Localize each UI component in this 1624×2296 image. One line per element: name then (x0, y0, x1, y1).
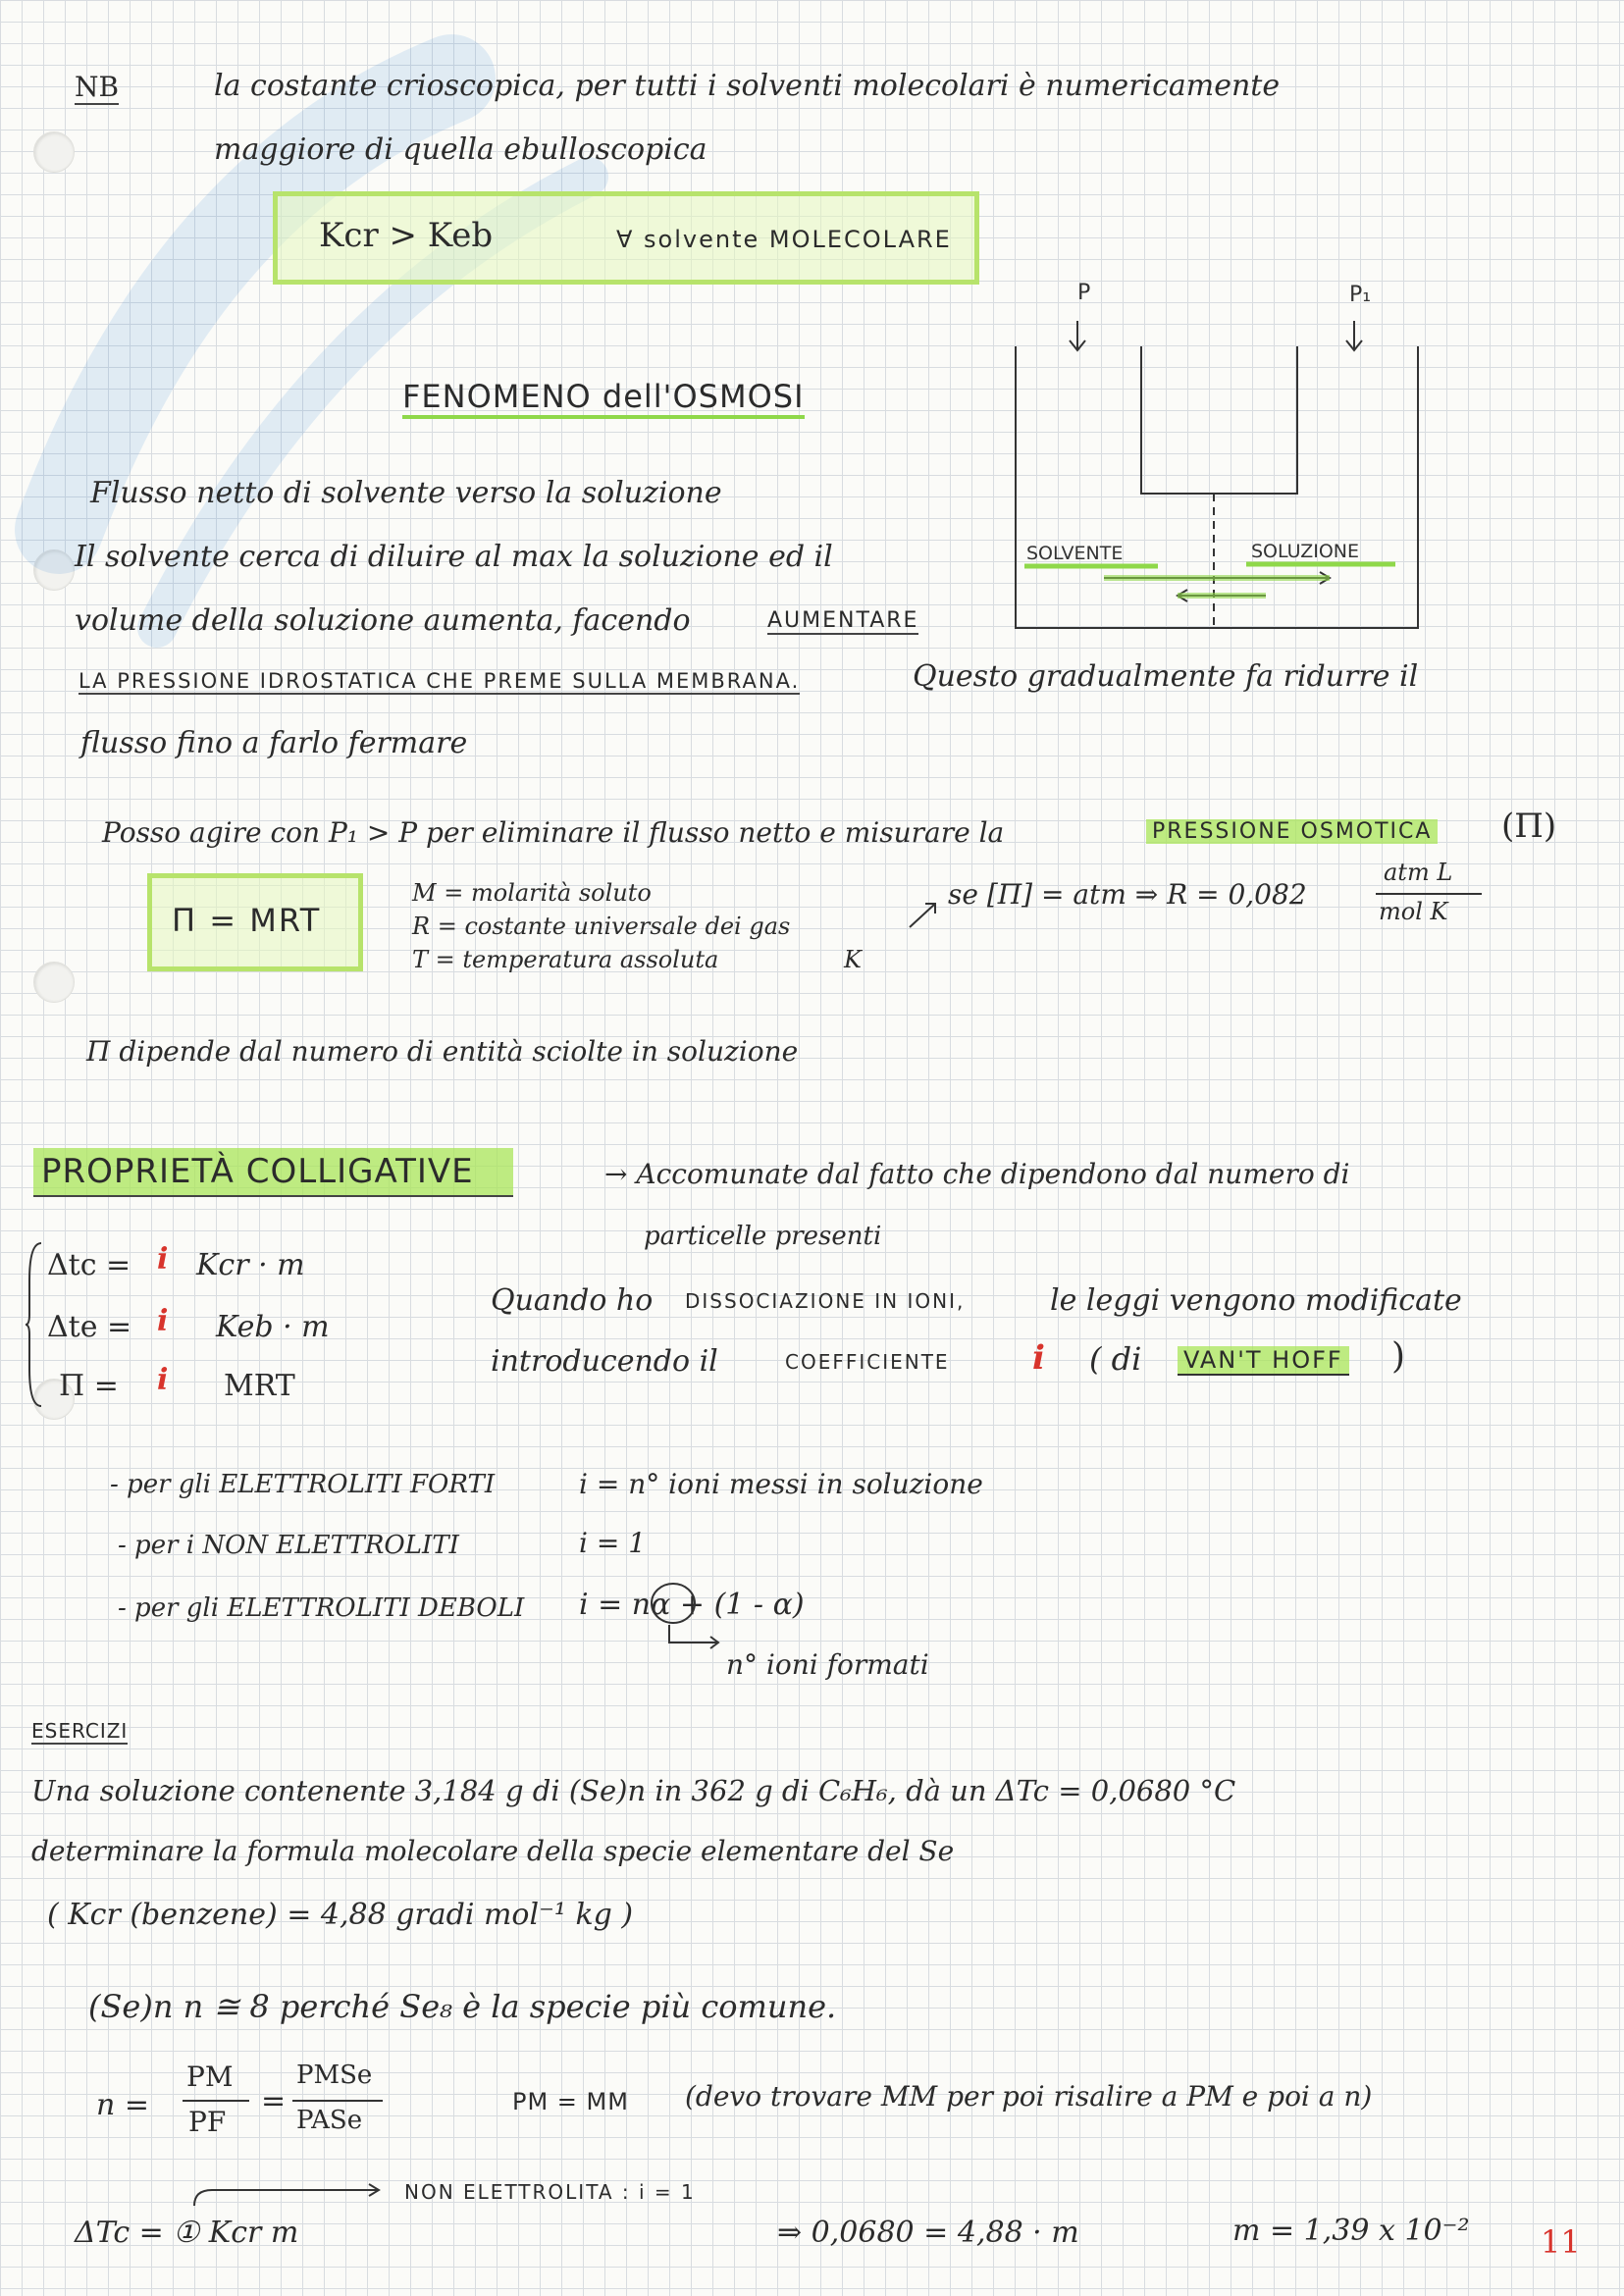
esercizi-title: ESERCIZI (31, 1719, 129, 1743)
case-strong-value: i = n° ioni messi in soluzione (579, 1468, 983, 1500)
delta-tc-eq: ΔTc = ① Kcr m (75, 2216, 299, 2250)
molality-result: m = 1,39 x 10⁻² (1232, 2214, 1470, 2248)
page-number: 11 (1541, 2223, 1581, 2261)
osmosi-p1: Flusso netto di solvente verso la soluzione (90, 476, 722, 510)
note-1c: le leggi vengono modificate (1050, 1283, 1462, 1318)
note-2f: ) (1391, 1336, 1406, 1377)
note-1b: DISSOCIAZIONE IN IONI, (685, 1289, 966, 1313)
colligative-desc-1: → Accomunate dal fatto che dipendono dal numero di (604, 1158, 1350, 1190)
osmosi-p4a: LA PRESSIONE IDROSTATICA CHE PREME SULLA MEMBRANA. (79, 669, 801, 693)
nb-label: NB (75, 71, 120, 103)
kcr-keb-box (273, 191, 979, 285)
frac2-num: PMSe (296, 2061, 373, 2090)
osmosi-p6a: Posso agire con P₁ > P per eliminare il flusso netto e misurare la (102, 816, 1005, 849)
frac1-num: PM (186, 2061, 234, 2093)
nb-line-1: la costante crioscopica, per tutti i solventi molecolari è numericamente (214, 69, 1281, 103)
legend-t-unit: K (844, 946, 862, 973)
units-numerator: atm L (1384, 859, 1453, 886)
osmosi-p2: Il solvente cerca di diluire al max la soluzione ed il (75, 540, 833, 574)
frac2-den: PASe (296, 2106, 363, 2135)
pressione-osmotica-label: PRESSIONE OSMOTICA (1146, 819, 1438, 844)
osmosi-p7: Π dipende dal numero di entità sciolte in soluzione (86, 1035, 799, 1068)
kcr-keb-condition: ∀ solvente MOLECOLARE (616, 226, 952, 253)
case-strong-label: - per gli ELETTROLITI FORTI (110, 1470, 496, 1499)
case-weak-label: - per gli ELETTROLITI DEBOLI (118, 1593, 525, 1623)
eq1-lhs: Δtc = (47, 1248, 131, 1282)
equations-brace (26, 1241, 45, 1408)
case-weak-value: i = nα + (1 - α) (579, 1588, 805, 1622)
legend-m: M = molarità soluto (412, 879, 652, 907)
non-elettrolita-note: NON ELETTROLITA : i = 1 (404, 2180, 696, 2204)
eq3-lhs: Π = (59, 1369, 119, 1403)
ioni-formati-note: n° ioni formati (726, 1648, 929, 1681)
osmosi-p5: flusso fino a farlo fermare (80, 726, 468, 760)
case-non-label: - per i NON ELETTROLITI (118, 1531, 459, 1560)
note-2b: COEFFICIENTE (785, 1350, 950, 1374)
units-text: se [Π] = atm ⇒ R = 0,082 (948, 878, 1307, 911)
frac-equals: = (261, 2084, 287, 2118)
osmosi-p3a: volume della soluzione aumenta, facendo (75, 603, 691, 638)
punch-hole-1 (33, 131, 75, 173)
nb-line-2: maggiore di quella ebulloscopica (214, 132, 707, 167)
pm-mm-text: PM = MM (512, 2088, 629, 2115)
osmosis-diagram (1011, 280, 1462, 633)
esercizi-line-1: Una soluzione contenente 3,184 g di (Se)n in 362 g di C₆H₆, dà un ΔTc = 0,0680 °C (31, 1774, 1236, 1807)
pi-symbol-label: (Π) (1501, 807, 1557, 846)
units-fraction-bar (1376, 893, 1482, 895)
pi-mrt-box (147, 873, 363, 971)
eq2-rest: Keb · m (216, 1310, 330, 1344)
solvent-label: SOLVENTE (1026, 543, 1124, 564)
legend-arrow-icon (908, 898, 947, 937)
pressure-p-label: P (1077, 281, 1091, 305)
note-2d: ( di (1089, 1340, 1142, 1378)
result-eq: ⇒ 0,0680 = 4,88 · m (777, 2216, 1079, 2250)
frac2-bar (292, 2100, 383, 2102)
inner-tube (1141, 346, 1297, 494)
note-2a: introducendo il (491, 1344, 718, 1379)
case-non-value: i = 1 (579, 1527, 647, 1559)
esercizi-line-2: determinare la formula molecolare della specie elementare del Se (31, 1835, 955, 1867)
colligative-desc-2: particelle presenti (644, 1222, 882, 1251)
punch-hole-3 (33, 962, 75, 1003)
pressure-p1-label: P₁ (1349, 283, 1372, 307)
esercizi-line-4: (Se)n n ≅ 8 perché Se₈ è la specie più comune. (88, 1988, 837, 2025)
container-outline (1016, 346, 1418, 628)
note-2c: i (1032, 1338, 1045, 1378)
osmosi-p4b: Questo gradualmente fa ridurre il (913, 659, 1419, 694)
eq3-i: i (157, 1363, 169, 1397)
eq1-i: i (157, 1242, 169, 1277)
note-1a: Quando ho (491, 1283, 654, 1318)
non-elettrolita-arrow-icon (192, 2182, 408, 2212)
osmosi-title: FENOMENO dell'OSMOSI (402, 378, 805, 419)
arrow-p-icon (1070, 321, 1085, 350)
arrow-p1-icon (1346, 321, 1362, 350)
note-2e: VAN'T HOFF (1178, 1346, 1349, 1376)
pi-mrt-formula: Π = MRT (172, 902, 322, 939)
n-circle-arrow-icon (650, 1582, 728, 1650)
legend-r: R = costante universale dei gas (412, 913, 791, 940)
frac1-den: PF (188, 2106, 227, 2138)
osmosi-p3b: AUMENTARE (767, 608, 919, 633)
eq3-rest: MRT (224, 1369, 295, 1403)
n-equals: n = (96, 2088, 149, 2122)
solution-label: SOLUZIONE (1251, 541, 1360, 562)
eq2-lhs: Δte = (47, 1310, 132, 1344)
eq1-rest: Kcr · m (196, 1248, 305, 1282)
legend-t: T = temperatura assoluta (412, 946, 719, 973)
punch-hole-2 (33, 549, 75, 591)
eq2-i: i (157, 1304, 169, 1338)
esercizi-line-3: ( Kcr (benzene) = 4,88 gradi mol⁻¹ kg ) (47, 1898, 634, 1932)
kcr-keb-formula: Kcr > Keb (319, 216, 494, 255)
units-denominator: mol K (1379, 898, 1448, 925)
frac1-bar (183, 2100, 249, 2102)
colligative-title: PROPRIETÀ COLLIGATIVE (33, 1148, 513, 1197)
pm-mm-note: (devo trovare MM per poi risalire a PM e poi a n) (685, 2080, 1373, 2113)
